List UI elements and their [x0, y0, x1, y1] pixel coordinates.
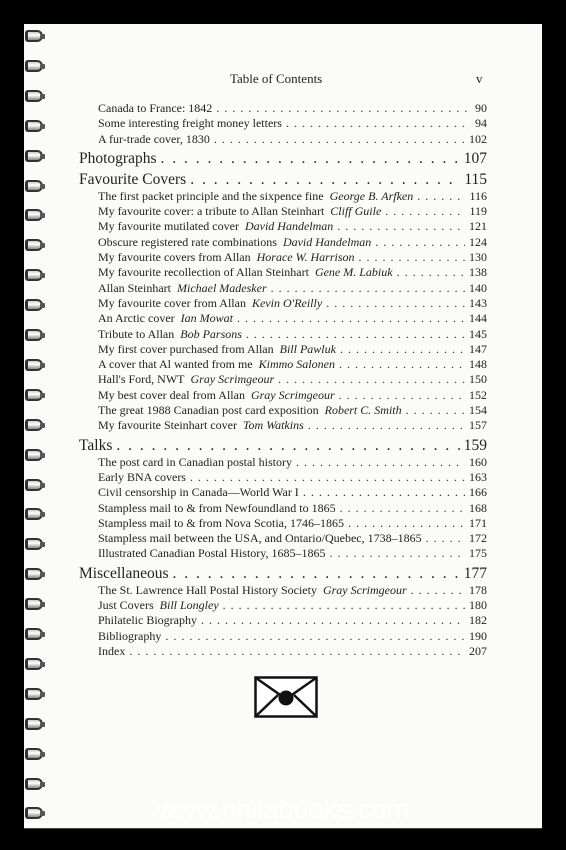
toc-page-number: 166	[469, 485, 487, 500]
entry-title-text: My best cover deal from Allan	[98, 387, 245, 402]
entry-author: David Handelman	[244, 219, 334, 234]
toc-entry-title	[98, 357, 335, 372]
toc-entry-title	[98, 501, 336, 516]
spiral-binding	[24, 24, 50, 828]
entry-title-text: Illustrated Canadian Postal History, 1685–1865	[98, 546, 326, 561]
toc-entry-title	[98, 455, 292, 470]
toc-section[interactable]	[79, 436, 487, 455]
dot-leader	[214, 132, 465, 147]
toc-page-number: 171	[469, 515, 487, 530]
toc-entry[interactable]	[79, 470, 487, 485]
spiral-coil	[24, 385, 50, 407]
entry-title-text: Talks	[79, 436, 113, 454]
entry-title-text: My favourite mutilated cover	[98, 219, 239, 234]
entry-author: George B. Arfken	[329, 188, 414, 203]
toc-entry-title	[98, 516, 344, 531]
toc-entry-title	[79, 170, 186, 189]
toc-page-number: 160	[469, 454, 487, 469]
entry-title-text: Hall's Ford, NWT	[98, 372, 185, 387]
toc-entry-title	[98, 296, 322, 311]
toc-entry-title	[98, 132, 210, 147]
spiral-coil	[24, 594, 50, 616]
toc-entry[interactable]	[79, 418, 487, 433]
toc-entry[interactable]	[79, 342, 487, 357]
dot-leader	[411, 583, 465, 598]
dot-leader	[190, 170, 460, 189]
toc-page-number: 154	[469, 403, 487, 418]
toc-entry-title	[98, 531, 422, 546]
toc-entry-title	[98, 235, 371, 250]
toc-entry[interactable]	[79, 372, 487, 387]
toc-entry-title	[98, 629, 161, 644]
toc-entry[interactable]	[79, 644, 487, 659]
entry-title-text: Stampless mail to & from Newfoundland to 1865	[98, 500, 336, 515]
dot-leader	[326, 296, 465, 311]
toc-entry-title	[98, 116, 282, 131]
spiral-coil	[24, 445, 50, 467]
toc-entry[interactable]	[79, 265, 487, 280]
entry-title-text: Obscure registered rate combinations	[98, 234, 277, 249]
toc-entry-title	[98, 342, 336, 357]
entry-title-text: Miscellaneous	[79, 564, 169, 582]
toc-entry[interactable]	[79, 235, 487, 250]
toc-entry-title	[98, 403, 402, 418]
entry-title-text: Index	[98, 643, 126, 658]
toc-entry-title	[79, 149, 157, 168]
toc-entry[interactable]	[79, 327, 487, 342]
toc-entry[interactable]	[79, 516, 487, 531]
header-page-number: v	[476, 71, 483, 86]
toc-entry[interactable]	[79, 204, 487, 219]
toc-entry-title	[98, 598, 219, 613]
toc-entry[interactable]	[79, 101, 487, 116]
toc-page-number: 190	[469, 628, 487, 643]
toc-entry-title	[98, 219, 333, 234]
toc-page-number: 180	[469, 598, 487, 613]
toc-page-number: 119	[469, 204, 487, 219]
toc-entry[interactable]	[79, 501, 487, 516]
toc-entry-title	[98, 250, 355, 265]
entry-title-text: Philatelic Biography	[98, 613, 197, 628]
entry-title-text: My first cover purchased from Allan	[98, 341, 274, 356]
dot-leader	[426, 531, 465, 546]
entry-title-text: Just Covers	[98, 598, 154, 613]
dot-leader	[340, 501, 465, 516]
entry-title-text: My favourite Steinhart cover	[98, 418, 237, 433]
entry-author: Gray Scrimgeour	[190, 372, 275, 387]
dot-leader	[417, 189, 465, 204]
dot-leader	[339, 357, 465, 372]
entry-author: Bill Longley	[159, 598, 219, 613]
spiral-coil	[24, 56, 50, 78]
entry-author: Bob Parsons	[180, 326, 242, 341]
toc-entry[interactable]	[79, 296, 487, 311]
toc-entry-title	[79, 564, 169, 583]
entry-author: Kevin O'Reilly	[251, 295, 323, 310]
toc-page-number: 124	[469, 234, 487, 249]
toc-page-number: 115	[464, 170, 487, 188]
entry-title-text: A cover that Al wanted from me	[98, 357, 253, 372]
spiral-coil	[24, 295, 50, 317]
entry-title-text: Stampless mail to & from Nova Scotia, 1746–1865	[98, 515, 344, 530]
entry-title-text: Favourite Covers	[79, 170, 187, 188]
toc-entry-title	[98, 583, 407, 598]
toc-entry-title	[98, 485, 299, 500]
dot-leader	[406, 403, 465, 418]
dot-leader	[237, 311, 465, 326]
spiral-coil	[24, 475, 50, 497]
toc-entry[interactable]	[79, 403, 487, 418]
toc-entry-title	[98, 372, 274, 387]
dot-leader	[278, 372, 465, 387]
toc-entry-title	[98, 644, 125, 659]
toc-entry[interactable]	[79, 629, 487, 644]
spiral-coil	[24, 415, 50, 437]
toc-page-number: 130	[469, 250, 487, 265]
spiral-coil	[24, 26, 50, 48]
toc-entry-title	[98, 189, 413, 204]
entry-title-text: A fur-trade cover, 1830	[98, 131, 210, 146]
dot-leader	[116, 436, 459, 455]
toc-page-number: 116	[469, 188, 487, 203]
dot-leader	[190, 470, 465, 485]
spiral-coil	[24, 504, 50, 526]
dot-leader	[308, 418, 465, 433]
dot-leader	[161, 149, 460, 168]
entry-author: Bill Pawluk	[279, 341, 336, 356]
spiral-coil	[24, 86, 50, 108]
dot-leader	[340, 342, 465, 357]
toc-entry[interactable]	[79, 613, 487, 628]
entry-title-text: Civil censorship in Canada—World War I	[98, 485, 299, 500]
toc-page-number: 157	[469, 418, 487, 433]
dot-leader	[216, 101, 471, 116]
toc-entry[interactable]	[79, 281, 487, 296]
toc-page-number: 178	[469, 582, 487, 597]
entry-author: Kimmo Salonen	[258, 357, 335, 372]
entry-author: Michael Madesker	[176, 280, 267, 295]
spiral-coil	[24, 624, 50, 646]
toc-entry[interactable]	[79, 388, 487, 403]
spiral-coil	[24, 205, 50, 227]
toc-page-number: 177	[463, 564, 487, 582]
toc-entry[interactable]	[79, 311, 487, 326]
spiral-coil	[24, 235, 50, 257]
toc-entry-title	[98, 311, 233, 326]
entry-author: Gray Scrimgeour	[322, 582, 407, 597]
entry-title-text: Photographs	[79, 149, 157, 167]
toc-page-number: 182	[469, 613, 487, 628]
entry-author: Cliff Guile	[330, 204, 382, 219]
entry-title-text: My favourite recollection of Allan Steinhart	[98, 265, 309, 280]
toc-page-number: 102	[469, 131, 487, 146]
toc-section[interactable]	[79, 149, 487, 168]
dot-leader	[223, 598, 465, 613]
dot-leader	[173, 564, 460, 583]
toc-entry-title	[98, 546, 326, 561]
entry-author: Horace W. Harrison	[256, 250, 355, 265]
dot-leader	[359, 250, 465, 265]
entry-title-text: An Arctic cover	[98, 311, 175, 326]
entry-title-text: The great 1988 Canadian post card exposition	[98, 403, 319, 418]
entry-author: Robert C. Smith	[324, 403, 402, 418]
spiral-coil	[24, 116, 50, 138]
entry-author: David Handelman	[282, 234, 372, 249]
toc-page-number: 175	[469, 546, 487, 561]
entry-title-text: Stampless mail between the USA, and Ontario/Quebec, 1738–1865	[98, 531, 422, 546]
spiral-coil	[24, 265, 50, 287]
toc-entry[interactable]	[79, 485, 487, 500]
entry-author: Tom Watkins	[242, 418, 304, 433]
entry-title-text: My favourite covers from Allan	[98, 250, 251, 265]
toc-entry-title	[98, 327, 242, 342]
entry-title-text: My favourite cover: a tribute to Allan Steinhart	[98, 204, 325, 219]
dot-leader	[397, 265, 465, 280]
toc-entry-title	[98, 388, 335, 403]
dot-leader	[348, 516, 465, 531]
toc-page-number: 107	[463, 149, 487, 167]
toc-entry[interactable]	[79, 116, 487, 131]
toc-page-number: 207	[469, 643, 487, 658]
entry-title-text: The first packet principle and the sixpence fine	[98, 188, 324, 203]
toc-page-number: 172	[469, 531, 487, 546]
dot-leader	[337, 219, 465, 234]
toc-entry-title	[79, 436, 112, 455]
toc-entry-title	[98, 101, 212, 116]
toc-page-number: 168	[469, 500, 487, 515]
dot-leader	[330, 546, 465, 561]
footer-url[interactable]: www.philabooks.com	[156, 794, 410, 824]
toc-section[interactable]	[79, 170, 487, 189]
toc-entry[interactable]	[79, 455, 487, 470]
toc-page-number: 138	[469, 265, 487, 280]
toc-entry-title	[98, 613, 197, 628]
toc-entry-title	[98, 265, 393, 280]
toc-entry[interactable]	[79, 219, 487, 234]
toc-entry-title	[98, 281, 267, 296]
book-page	[24, 24, 542, 828]
toc-page-number: 143	[469, 295, 487, 310]
entry-author: Gray Scrimgeour	[250, 387, 335, 402]
entry-title-text: The St. Lawrence Hall Postal History Society	[98, 582, 317, 597]
toc-entry[interactable]	[79, 546, 487, 561]
sealed-envelope-icon	[254, 676, 318, 718]
toc-page-number: 94	[475, 116, 487, 131]
entry-author: Gene M. Labiuk	[314, 265, 393, 280]
toc-entry[interactable]	[79, 132, 487, 147]
spiral-coil	[24, 176, 50, 198]
toc-page-number: 148	[469, 357, 487, 372]
spiral-coil	[24, 355, 50, 377]
toc-page-number: 152	[469, 387, 487, 402]
toc-entry-title	[98, 204, 381, 219]
entry-title-text: Bibliography	[98, 628, 162, 643]
toc-entry[interactable]	[79, 357, 487, 372]
spiral-coil	[24, 774, 50, 796]
dot-leader	[165, 629, 465, 644]
spiral-coil	[24, 146, 50, 168]
toc-page-number: 121	[469, 219, 487, 234]
entry-title-text: Tribute to Allan	[98, 326, 175, 341]
toc-page-number: 163	[469, 469, 487, 484]
dot-leader	[303, 485, 465, 500]
entry-author: Ian Mowat	[180, 311, 233, 326]
toc-entry[interactable]	[79, 189, 487, 204]
entry-title-text: Allan Steinhart	[98, 280, 171, 295]
entry-title-text: The post card in Canadian postal history	[98, 454, 292, 469]
frame-divider	[24, 828, 542, 829]
toc-entry[interactable]	[79, 531, 487, 546]
header-title: Table of Contents	[230, 71, 323, 86]
toc-page-number: 150	[469, 372, 487, 387]
entry-title-text: My favourite cover from Allan	[98, 295, 246, 310]
dot-leader	[375, 235, 465, 250]
spiral-coil	[24, 654, 50, 676]
dot-leader	[296, 455, 465, 470]
toc-page-number: 147	[469, 341, 487, 356]
dot-leader	[339, 388, 465, 403]
toc-entry[interactable]	[79, 583, 487, 598]
dot-leader	[201, 613, 465, 628]
toc-page-number: 140	[469, 280, 487, 295]
dot-leader	[129, 644, 465, 659]
entry-title-text: Early BNA covers	[98, 469, 186, 484]
toc-entry-title	[98, 470, 186, 485]
dot-leader	[246, 327, 465, 342]
toc-page-number: 90	[475, 101, 487, 115]
toc-page-number: 145	[469, 326, 487, 341]
entry-title-text: Some interesting freight money letters	[98, 116, 282, 131]
toc-entry-title	[98, 418, 304, 433]
dot-leader	[271, 281, 465, 296]
toc-entry[interactable]	[79, 598, 487, 613]
entry-title-text: Canada to France: 1842	[98, 101, 213, 115]
dot-leader	[385, 204, 465, 219]
spiral-coil	[24, 714, 50, 736]
spiral-coil	[24, 684, 50, 706]
spiral-coil	[24, 534, 50, 556]
toc-page-number: 144	[469, 311, 487, 326]
toc-entry[interactable]	[79, 250, 487, 265]
spiral-coil	[24, 564, 50, 586]
toc-section[interactable]	[79, 564, 487, 583]
toc-page-number: 159	[463, 436, 487, 454]
table-of-contents	[79, 101, 487, 659]
dot-leader	[286, 116, 471, 131]
spiral-coil	[24, 744, 50, 766]
spiral-coil	[24, 325, 50, 347]
